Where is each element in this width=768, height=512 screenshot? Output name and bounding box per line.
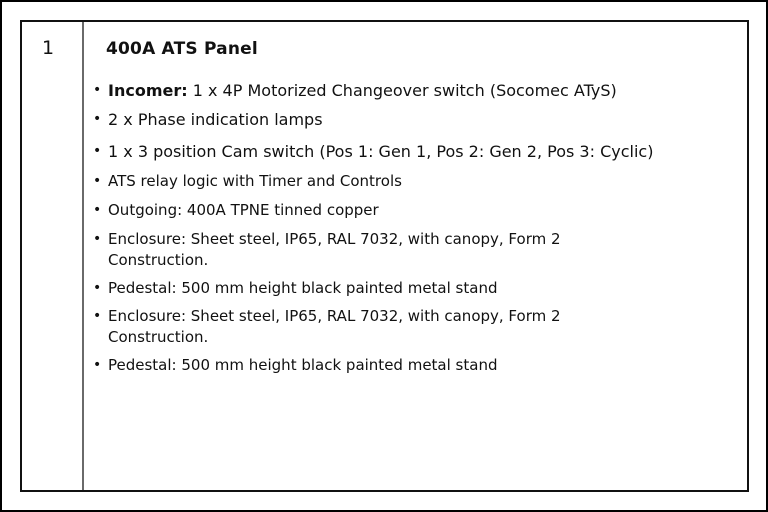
spec-text: Outgoing: 400A TPNE tinned copper [108, 201, 379, 219]
bullet-icon: • [93, 357, 102, 373]
spec-item-pedestal [93, 355, 733, 383]
spec-text: 1 x 4P Motorized Changeover switch (Socomec ATyS) [192, 81, 617, 100]
bullet-icon: • [93, 308, 102, 324]
spec-table [20, 20, 749, 492]
bullet-icon: • [93, 111, 102, 127]
spec-item-outgoing [93, 200, 733, 229]
bullet-icon: • [93, 82, 102, 98]
bullet-icon: • [93, 231, 102, 247]
spec-item-relay-logic [93, 171, 733, 200]
spec-text: Enclosure: Sheet steel, IP65, RAL 7032, with canopy, Form 2 [108, 230, 561, 248]
document-page [2, 2, 766, 510]
spec-item-enclosure [93, 306, 733, 355]
spec-item-incomer [93, 80, 733, 109]
spec-text: 2 x Phase indication lamps [108, 110, 323, 129]
spec-item-cam-switch [93, 141, 733, 171]
bullet-icon: • [93, 202, 102, 218]
bullet-icon: • [93, 143, 102, 159]
item-title: 400A ATS Panel [106, 39, 258, 59]
spec-text: Enclosure: Sheet steel, IP65, RAL 7032, with canopy, Form 2 [108, 307, 561, 325]
spec-item-indication-lamps [93, 109, 733, 141]
bullet-icon: • [93, 173, 102, 189]
spec-label: Incomer: [108, 81, 188, 100]
column-divider [82, 22, 84, 490]
spec-text: 1 x 3 position Cam switch (Pos 1: Gen 1, Pos 2: Gen 2, Pos 3: Cyclic) [108, 142, 654, 161]
spec-text-continued: Construction. [108, 251, 209, 269]
spec-list [93, 80, 733, 383]
spec-item-pedestal [93, 278, 733, 306]
bullet-icon: • [93, 280, 102, 296]
spec-text: Pedestal: 500 mm height black painted metal stand [108, 279, 498, 297]
spec-text: ATS relay logic with Timer and Controls [108, 172, 402, 190]
item-number: 1 [42, 37, 55, 59]
spec-item-enclosure [93, 229, 733, 278]
spec-text-continued: Construction. [108, 328, 209, 346]
spec-text: Pedestal: 500 mm height black painted metal stand [108, 356, 498, 374]
